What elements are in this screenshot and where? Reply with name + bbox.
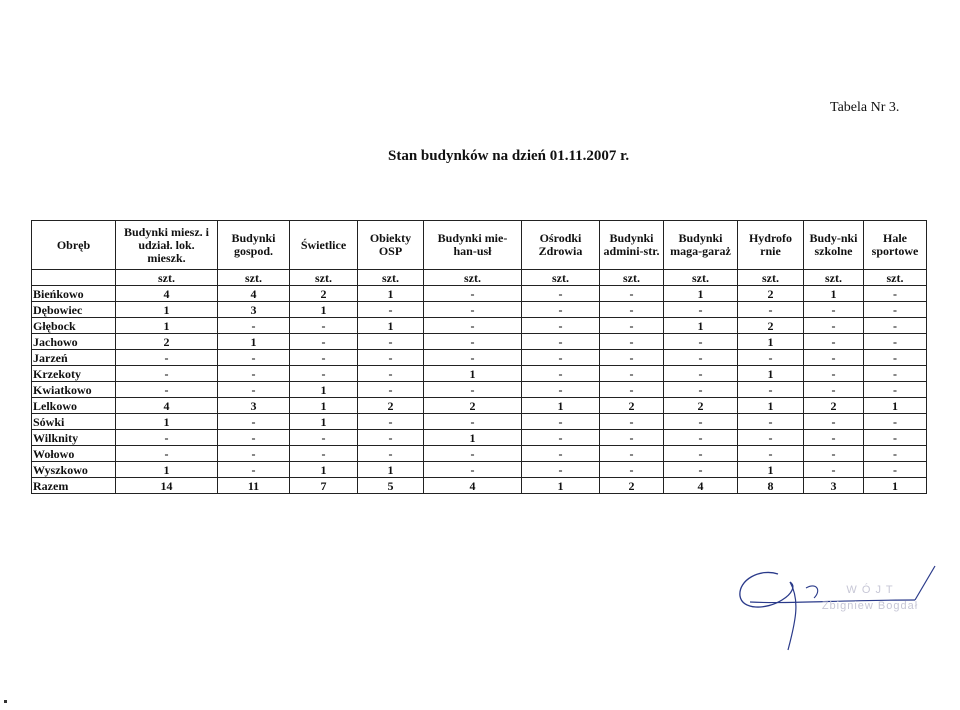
- table-cell: 1: [738, 398, 804, 414]
- table-cell: -: [218, 318, 290, 334]
- table-cell: -: [358, 446, 424, 462]
- row-name: Dębowiec: [32, 302, 116, 318]
- table-row: [32, 382, 927, 398]
- table-cell: -: [864, 366, 927, 382]
- table-cell: 1: [864, 478, 927, 494]
- table-cell: -: [522, 366, 600, 382]
- table-cell: -: [290, 446, 358, 462]
- col-header-budynki-gospod: Budynki gospod.: [218, 221, 290, 270]
- table-cell: -: [600, 414, 664, 430]
- table-cell: 1: [290, 414, 358, 430]
- table-cell: 3: [218, 302, 290, 318]
- table-cell: -: [358, 350, 424, 366]
- table-cell: -: [600, 462, 664, 478]
- table-cell: -: [424, 318, 522, 334]
- table-cell: -: [664, 462, 738, 478]
- table-cell: -: [804, 382, 864, 398]
- unit-cell: szt.: [290, 270, 358, 286]
- table-cell: -: [218, 430, 290, 446]
- table-cell: -: [804, 318, 864, 334]
- table-cell: -: [522, 446, 600, 462]
- document-title: Stan budynków na dzień 01.11.2007 r.: [388, 148, 630, 164]
- table-cell: 1: [358, 462, 424, 478]
- table-cell: -: [600, 366, 664, 382]
- row-name: Głębock: [32, 318, 116, 334]
- table-cell: 3: [804, 478, 864, 494]
- table-cell: 1: [218, 334, 290, 350]
- table-cell: 1: [664, 318, 738, 334]
- table-cell: -: [600, 334, 664, 350]
- table-cell: -: [864, 302, 927, 318]
- table-cell: -: [738, 430, 804, 446]
- table-cell: 2: [290, 286, 358, 302]
- col-header-budynki-maga-garaz: Budynki maga-garaż: [664, 221, 738, 270]
- table-cell: -: [358, 334, 424, 350]
- row-name: Jarzeń: [32, 350, 116, 366]
- table-row: [32, 318, 927, 334]
- table-cell: -: [522, 286, 600, 302]
- table-cell: 2: [600, 478, 664, 494]
- table-cell: 1: [116, 414, 218, 430]
- row-name: Wyszkowo: [32, 462, 116, 478]
- table-cell: -: [804, 414, 864, 430]
- table-cell: 1: [738, 366, 804, 382]
- scan-speck: [4, 700, 7, 703]
- table-cell: -: [522, 430, 600, 446]
- table-cell: 1: [290, 462, 358, 478]
- row-name: Wołowo: [32, 446, 116, 462]
- table-cell: 1: [290, 398, 358, 414]
- table-cell: -: [424, 334, 522, 350]
- table-cell: 1: [738, 334, 804, 350]
- table-cell: 1: [664, 286, 738, 302]
- col-header-hale-sportowe: Hale sportowe: [864, 221, 927, 270]
- table-cell: -: [116, 446, 218, 462]
- unit-cell: szt.: [424, 270, 522, 286]
- table-cell: 2: [358, 398, 424, 414]
- table-cell: -: [358, 302, 424, 318]
- table-cell: -: [424, 302, 522, 318]
- table-cell: -: [290, 318, 358, 334]
- table-cell: -: [804, 350, 864, 366]
- row-name: Jachowo: [32, 334, 116, 350]
- table-cell: 1: [424, 366, 522, 382]
- table-cell: -: [218, 366, 290, 382]
- table-number-label: Tabela Nr 3.: [830, 100, 900, 115]
- table-cell: -: [664, 446, 738, 462]
- table-cell: 7: [290, 478, 358, 494]
- table-cell: 1: [116, 318, 218, 334]
- table-cell: -: [358, 382, 424, 398]
- table-cell: 4: [218, 286, 290, 302]
- col-header-budynki-miesz: Budynki miesz. i udział. lok. mieszk.: [116, 221, 218, 270]
- table-cell: 4: [116, 286, 218, 302]
- table-cell: -: [664, 350, 738, 366]
- table-cell: -: [116, 382, 218, 398]
- table-cell: -: [738, 350, 804, 366]
- total-row: [32, 478, 927, 494]
- table-cell: 2: [738, 286, 804, 302]
- table-cell: -: [358, 430, 424, 446]
- table-cell: -: [600, 302, 664, 318]
- table-row: [32, 366, 927, 382]
- table-cell: -: [424, 286, 522, 302]
- table-cell: -: [804, 462, 864, 478]
- table-row: [32, 462, 927, 478]
- unit-cell: szt.: [358, 270, 424, 286]
- table-cell: 1: [424, 430, 522, 446]
- table-body: [32, 286, 927, 494]
- table-cell: -: [738, 302, 804, 318]
- table-cell: -: [664, 302, 738, 318]
- col-header-obreb: Obręb: [32, 221, 116, 270]
- table-cell: -: [804, 446, 864, 462]
- table-cell: 14: [116, 478, 218, 494]
- table-cell: -: [522, 414, 600, 430]
- table-cell: -: [664, 382, 738, 398]
- table-cell: -: [424, 462, 522, 478]
- table-cell: -: [218, 414, 290, 430]
- stamp-title: W Ó J T: [846, 584, 894, 596]
- col-header-swietlice: Świetlice: [290, 221, 358, 270]
- table-cell: -: [864, 350, 927, 366]
- table-cell: -: [290, 430, 358, 446]
- table-cell: -: [864, 414, 927, 430]
- table-cell: -: [600, 286, 664, 302]
- table-cell: -: [290, 334, 358, 350]
- table-cell: -: [358, 414, 424, 430]
- table-row: [32, 430, 927, 446]
- table-cell: 1: [358, 318, 424, 334]
- buildings-table: [31, 220, 927, 494]
- table-cell: -: [600, 350, 664, 366]
- table-cell: 2: [424, 398, 522, 414]
- table-row: [32, 350, 927, 366]
- unit-cell: szt.: [116, 270, 218, 286]
- table-cell: -: [600, 382, 664, 398]
- table-cell: 2: [600, 398, 664, 414]
- table-cell: -: [600, 446, 664, 462]
- table-cell: 2: [804, 398, 864, 414]
- table-cell: 3: [218, 398, 290, 414]
- table-cell: -: [522, 382, 600, 398]
- col-header-hydroforn: Hydrofo rnie: [738, 221, 804, 270]
- col-header-budynki-admini-str: Budynki admini-str.: [600, 221, 664, 270]
- table-cell: -: [218, 446, 290, 462]
- table-cell: -: [864, 462, 927, 478]
- table-cell: -: [522, 350, 600, 366]
- row-name: Lelkowo: [32, 398, 116, 414]
- row-name: Wilknity: [32, 430, 116, 446]
- table-cell: -: [804, 430, 864, 446]
- table-cell: -: [218, 350, 290, 366]
- table-cell: 1: [290, 302, 358, 318]
- table-row: [32, 302, 927, 318]
- unit-cell: szt.: [804, 270, 864, 286]
- table-cell: 4: [116, 398, 218, 414]
- unit-cell-empty: [32, 270, 116, 286]
- col-header-obiekty-osp: Obiekty OSP: [358, 221, 424, 270]
- table-cell: -: [864, 382, 927, 398]
- unit-cell: szt.: [522, 270, 600, 286]
- table-row: [32, 286, 927, 302]
- table-cell: -: [864, 286, 927, 302]
- stamp-name: Zbigniew Bogdał: [821, 600, 919, 612]
- unit-cell: szt.: [864, 270, 927, 286]
- stamp: [800, 582, 940, 614]
- table-cell: -: [424, 446, 522, 462]
- table-row: [32, 334, 927, 350]
- table-cell: -: [738, 446, 804, 462]
- table-cell: -: [738, 382, 804, 398]
- table-cell: -: [738, 414, 804, 430]
- table-cell: 1: [804, 286, 864, 302]
- table-cell: -: [424, 350, 522, 366]
- table-cell: -: [522, 318, 600, 334]
- col-header-osrodki-zdrowia: Ośrodki Zdrowia: [522, 221, 600, 270]
- table-cell: 2: [738, 318, 804, 334]
- table-cell: 1: [864, 398, 927, 414]
- table-cell: 4: [424, 478, 522, 494]
- table-cell: -: [804, 302, 864, 318]
- table-cell: -: [664, 430, 738, 446]
- table-cell: -: [804, 334, 864, 350]
- unit-cell: szt.: [738, 270, 804, 286]
- total-label: Razem: [32, 478, 116, 494]
- table-cell: -: [664, 414, 738, 430]
- table-cell: -: [664, 334, 738, 350]
- table-cell: -: [804, 366, 864, 382]
- table-cell: 1: [522, 398, 600, 414]
- table-cell: 5: [358, 478, 424, 494]
- table-cell: -: [864, 430, 927, 446]
- table-cell: 1: [116, 462, 218, 478]
- table-cell: -: [600, 430, 664, 446]
- table-cell: -: [116, 350, 218, 366]
- row-name: Kwiatkowo: [32, 382, 116, 398]
- table-cell: -: [424, 414, 522, 430]
- table-cell: 8: [738, 478, 804, 494]
- table-cell: 4: [664, 478, 738, 494]
- table-cell: 2: [116, 334, 218, 350]
- col-header-budynki-mie-han-usl: Budynki mie-han-usł: [424, 221, 522, 270]
- table-cell: 11: [218, 478, 290, 494]
- table-cell: -: [864, 334, 927, 350]
- unit-cell: szt.: [664, 270, 738, 286]
- table-cell: -: [290, 366, 358, 382]
- table-cell: -: [864, 318, 927, 334]
- table-cell: 1: [290, 382, 358, 398]
- table-cell: -: [218, 462, 290, 478]
- table-cell: -: [424, 382, 522, 398]
- unit-cell: szt.: [218, 270, 290, 286]
- table-cell: -: [116, 430, 218, 446]
- table-cell: 1: [522, 478, 600, 494]
- table-cell: -: [522, 302, 600, 318]
- table-cell: 1: [116, 302, 218, 318]
- table-cell: -: [864, 446, 927, 462]
- table-cell: -: [358, 366, 424, 382]
- table-row: [32, 446, 927, 462]
- row-name: Sówki: [32, 414, 116, 430]
- header-row: [32, 221, 927, 270]
- table-cell: -: [600, 318, 664, 334]
- table-cell: -: [290, 350, 358, 366]
- table-cell: -: [664, 366, 738, 382]
- table-cell: -: [116, 366, 218, 382]
- row-name: Krzekoty: [32, 366, 116, 382]
- unit-cell: szt.: [600, 270, 664, 286]
- col-header-budynki-szkolne: Budy-nki szkolne: [804, 221, 864, 270]
- table-row: [32, 398, 927, 414]
- table-row: [32, 414, 927, 430]
- row-name: Bieńkowo: [32, 286, 116, 302]
- table-cell: -: [522, 334, 600, 350]
- table-cell: 1: [358, 286, 424, 302]
- table-cell: -: [522, 462, 600, 478]
- table-cell: -: [218, 382, 290, 398]
- unit-row: [32, 270, 927, 286]
- table-cell: 2: [664, 398, 738, 414]
- table-cell: 1: [738, 462, 804, 478]
